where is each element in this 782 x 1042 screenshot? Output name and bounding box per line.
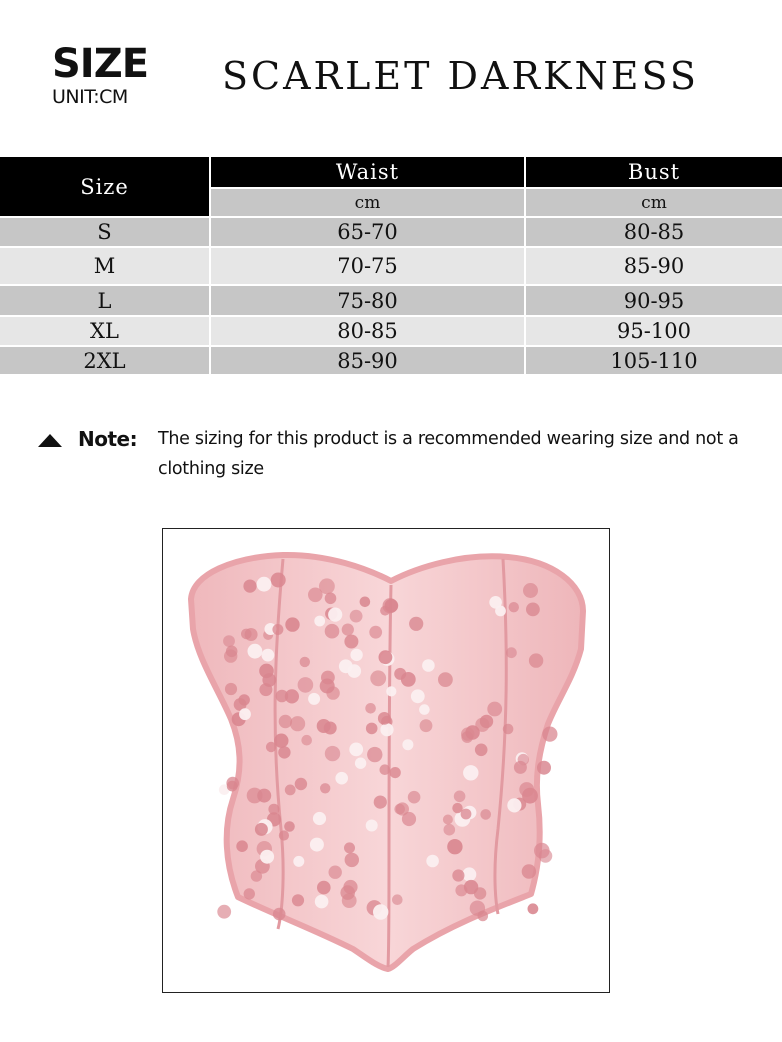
- table-row: [0, 317, 782, 345]
- row-waist: 80-85: [211, 317, 524, 345]
- row-waist: 85-90: [211, 347, 524, 374]
- bust-column-header: Bust: [526, 157, 782, 187]
- table-row: [0, 286, 782, 315]
- waist-column-header: Waist: [211, 157, 524, 187]
- row-bust: 105-110: [526, 347, 782, 374]
- page-header: [0, 0, 782, 140]
- row-size: XL: [0, 317, 209, 345]
- note-label: Note:: [78, 427, 138, 451]
- table-header-row: [0, 157, 782, 187]
- waist-unit: cm: [211, 189, 524, 216]
- table-unit-row: [0, 189, 782, 216]
- row-waist: 65-70: [211, 218, 524, 246]
- bust-unit: cm: [526, 189, 782, 216]
- sequin-corset-illustration: [163, 529, 609, 992]
- row-bust: 90-95: [526, 286, 782, 315]
- brand-name: SCARLET DARKNESS: [222, 54, 699, 98]
- size-title: SIZE: [52, 41, 149, 87]
- table-row: [0, 248, 782, 284]
- table-row: [0, 218, 782, 246]
- row-size: M: [0, 248, 209, 284]
- size-heading-block: [52, 42, 148, 108]
- table-row: [0, 347, 782, 374]
- unit-label: UNIT:CM: [52, 86, 128, 108]
- row-size: 2XL: [0, 347, 209, 374]
- row-size: S: [0, 218, 209, 246]
- row-size: L: [0, 286, 209, 315]
- row-bust: 80-85: [526, 218, 782, 246]
- triangle-up-icon: [38, 434, 62, 447]
- row-bust: 85-90: [526, 248, 782, 284]
- row-bust: 95-100: [526, 317, 782, 345]
- row-waist: 70-75: [211, 248, 524, 284]
- row-waist: 75-80: [211, 286, 524, 315]
- size-column-header: Size: [0, 157, 209, 216]
- note-text: The sizing for this product is a recommended wearing size and not a clothing size: [158, 429, 739, 479]
- product-photo: [162, 528, 610, 993]
